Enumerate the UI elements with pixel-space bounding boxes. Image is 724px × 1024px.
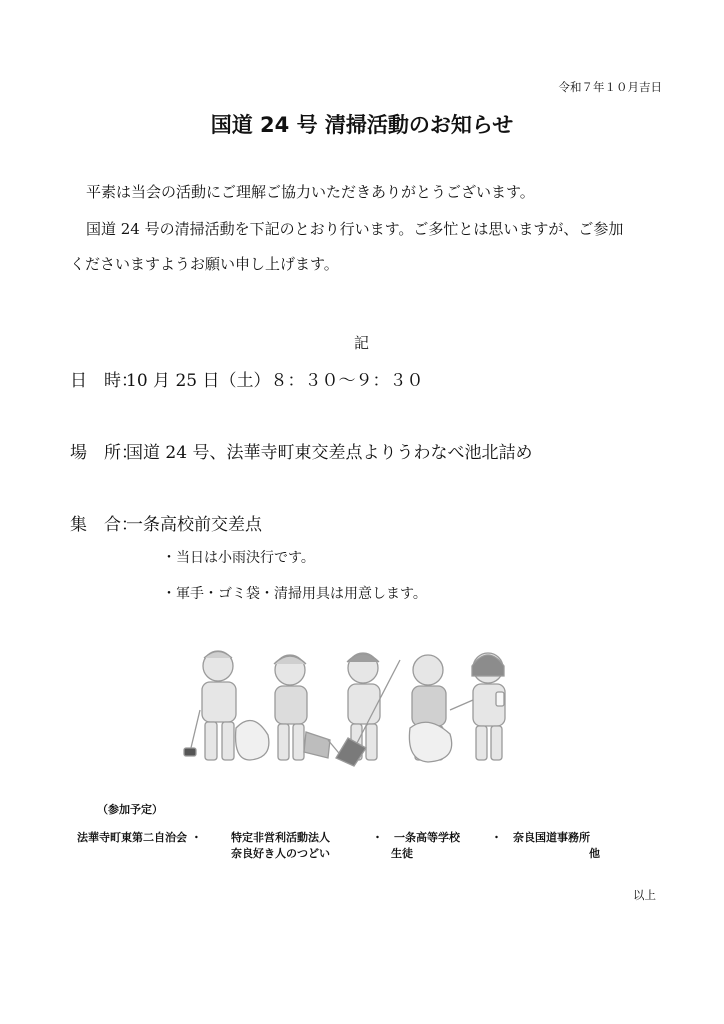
participant-npo-line1: 特定非営利活動法人 xyxy=(231,831,330,844)
meet-label: 集 合： xyxy=(70,515,138,535)
datetime-label: 日 時： xyxy=(70,371,138,391)
ki-heading: 記 xyxy=(354,334,370,352)
place-label: 場 所： xyxy=(70,443,138,463)
note-supplies: ・軍手・ゴミ袋・清掃用具は用意します。 xyxy=(162,586,427,602)
greeting-text: 平素は当会の活動にご理解ご協力いただきありがとうございます。 xyxy=(86,183,535,201)
body-text-line1: 国道 24 号の清掃活動を下記のとおり行います。ご多忙とは思いますが、ご参加 xyxy=(86,220,624,238)
participant-jichikai: 法華寺町東第二自治会 ・ xyxy=(77,831,202,844)
body-text-line2: くださいますようお願い申し上げます。 xyxy=(70,255,339,273)
participant-road-office: ・ 奈良国道事務所 xyxy=(491,831,590,844)
volunteers-illustration xyxy=(178,640,523,770)
meet-row xyxy=(70,510,262,535)
datetime-value: 10 月 25 日（土）８：３０～９：３０ xyxy=(126,371,424,391)
participant-npo-line2: 奈良好き人のつどい xyxy=(231,847,330,860)
volunteer-1-figure xyxy=(184,651,269,760)
volunteer-4-figure xyxy=(409,655,451,762)
closing-text: 以上 xyxy=(633,888,656,902)
volunteer-5-figure xyxy=(450,653,505,760)
participants-heading: （参加予定） xyxy=(97,803,163,816)
place-value: 国道 24 号、法華寺町東交差点よりうわなべ池北詰め xyxy=(126,443,533,463)
volunteer-3-figure xyxy=(336,653,400,766)
volunteer-2-figure xyxy=(274,655,343,760)
datetime-row xyxy=(70,366,423,391)
note-rain: ・当日は小雨決行です。 xyxy=(162,550,315,566)
participant-highschool-line1: ・ 一条高等学校 xyxy=(372,831,460,844)
meet-value: 一条高校前交差点 xyxy=(126,515,262,535)
participant-other: 他 xyxy=(589,847,600,860)
participant-highschool-line2: 生徒 xyxy=(391,847,413,860)
page-title: 国道 24 号 清掃活動のお知らせ xyxy=(210,113,514,137)
place-row xyxy=(70,438,532,463)
issue-date: 令和７年１０月吉日 xyxy=(558,80,662,94)
